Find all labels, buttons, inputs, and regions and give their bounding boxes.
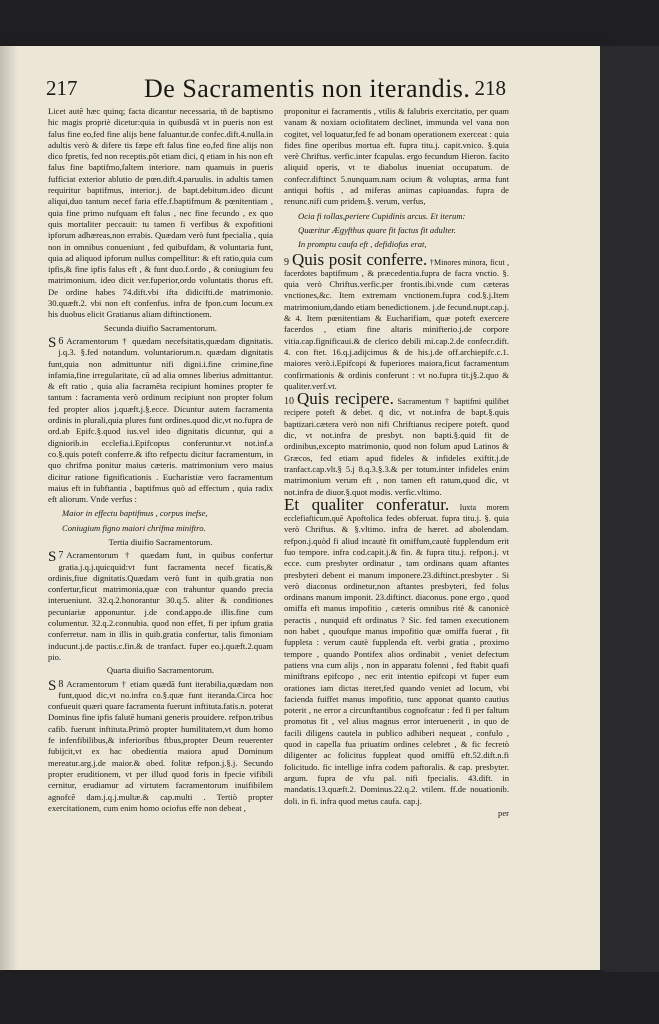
paragraph-number: 6 (58, 335, 64, 347)
paragraph-number: 10 (284, 396, 294, 408)
paragraph: Licet autē hæc quinq; facta dicantur necessaria, tñ de baptismo hic magis propriè dicetur:quia in quibusdā vt in pueris non est falus fine eo,fed fine alijs bene faluantur.de confec.dift.4.nulla.in adultis verò & difere tis fæpe eft falus fine eo,fed fine alijs non dico fpretis, fed non receptis.pōt etiam dici, q̄ etiam in his non eft falus fine baptifmo,faltem interiore. nam quamuis in pueris fufficiat exterior ablutio de pœn.dift.4.paruulis. in adultis tamen requiritur baptifmus, interior.j. de bapt.debitum.ideo dicunt aliqui,duo tantum necef faria effe.f.baptifmum & pœnitentiam , quia fine primo nufquam eft falus , nec fine fecundo , ex quo quis mortaliter peccauit: tu tamen fi verfibus & expofitioni ipforum adhæreas,non errabis. Quædam verò funt fpecialia , quia non in omnibus conueniunt , fed quibufdam, & voluntaria funt, quia ad aliquod ipforum nullus compellitur: & eft ratio,quia cum ipfis,& fine ipfis falus eft , & funt duo.f.ordo , & coniugium feu matrimonium. ideo dicit ver.fuperior,ordo voluntatis thorus eft. De ordine habes 74.dift.vbi ifta didicifti.de matrimonio. 30.quæft.2. vbi non eft confenfus. infra de fpon.cum locum.ex his duobus elicit Gratianus aliam diftinctionem. (48, 106, 273, 320)
paragraph: proponitur ei facramentis , vtilis & falubris exercitatio, per quam vanam & noxiam ociofitatem declinet, immunda vel vana non cogitet, vel loquatur,fed fe ad bonam operationem exerceat : quia fides fine operibus mortua eft. fupra titu.j. capit.vnico. §.quia verè Chriftus. verfic.inter fcapulas. ergo fecundum Hieron. facito aliquid operis, vt te diabolus inueniat occupatum. de confecr.diftinct 5.nunquam.nam ocium & voluptas, arma funt antiqui hoftis , ad miferas animas capiuandas. fupra de renunc.nifi cum pridem.§. verum, verfus, (284, 106, 509, 207)
section-heading: Quarta diuifio Sacramentorum. (106, 665, 215, 676)
running-header (46, 76, 506, 106)
paragraph-text: baptifmum , & præcedentia.fupra de facra vnctio. §. quia verò Chriftus.verfic.per frontis.ibi.vnde cum cæteras vnctiones,&c. Item extremam vnctionem.fupra cod.§.j.Item matrimonium,dando etiam benedictionem. j.de fecund.nupt.cap.j. & 4. Item pœnitentiam & Eucharifiam, quæ poteft exercere facerdos , etiam fine altaris minifterio.j.de corpore vitia.cap.fignificaui.& de clerico debili mi.cap.2.de confecr.dift. 4. con ftet. 16.q.j.adijcimus & de his.j.de off.archiepifc.c.1. maiores verò.i.Epifcopi & fuperiores maiora,ficut facramentum confirmationis & ordinis conferunt : vt no.fupra tit.j§.2.quo & qualiter.verf.vt. (284, 267, 509, 391)
page-number-left: 217 (46, 76, 78, 100)
lemma-heading: Quis recipere. (297, 389, 394, 409)
paragraph-text: Acramentorum † quædam necefsitatis,quædam dignitatis. j.q.3. §.fed notandum. voluntariorum.n. quædam dignitatis funt,quia non admittuntur nifi digni.i.fine crimine,fine infamia,fine irregularitate, cū ad alia omnes liberius admittantur. & eft ratio , quia alia facramēta recipiunt homines propter fe tantum : facramenta verò ordinum recipiunt non propter folum fed propter alios j.quæft.j.§.ecce. Dicuntur autem facramenta ordinis in plurali,quia plures funt ordines.quod dic,vt no.fupra de ord.ab Epifc.§.quod ius.vel ideo dignitatis dicuntur, qui a digniorib.in ecclefia.i.Epifcopus conferuntur.vt not.inf.a co.§.quis poteft conferre.& ifto refpectu dicitur facramentum, in quo chrifma ponitur maius cæteris. matrimonium vero maius dicitur ratione fignificationis . Eucharistiæ vero facramentum maius eft in fubftantia , baptifmus quò ad effectum , quia radix eft aliorum. Vnde verfus : (48, 335, 273, 505)
paragraph-text: Apoftolica fedes obferuat. fupra titu.j. §. quia verò Chriftus. & §.vltimo. infra de hæret. ad abolendam. refpon.j.quòd fi aliud incautè fit omiffum,cautè fupplendum erit fuo tempore. infra cod.capit.j.& fin. & fupra titu.j. refpon.j. vt ecce. cum presbyter ordinatur , tam ordinans quam aftantes presbyteri debent ei manum imponere.23.diftinct.presbyter . Si verò diaconus ordinetur,non aftantes presbyteri, fed folus ordinans manum imponit. 23.diftinct. diaconus. pone ergo , quod omiffa eft manus impofitio , cæteris omnibus ritè & canonicè peractis , nunquid eft ordinatus ? Sic. fed tamen executionem non habet , quoufque manus impofitio quæ omiffa fuerat , fit fuppleta : verum cautè fupplenda eft. verbi gratia , proximo tempore , quando Pontifex alios ordinabit , veniet defectum patiens vna cum alijs , non in apparatu folenni , fed ftabit quafi miniftrans epifcopo , nec erit intentio epifcopi vt fuper eum orationes iam dictas iteret,fed quando veniet ad locum, vbi facienda fuiffet manus impofitio, tunc apponat quanto cautius poterit , ne error a circunftantibus cognofcatur : fed fi per faltum promotus fit , vel alius magnus error interuenerit , in quo de facili diligens cautela in publico adhiberi nequeat , confulo , quod in capella fua priuatim ordines celebret , & fic fecretò diligenter ac folicitus fuppleat quod omiffū eft.52.dift.n.fi folicitudo. fic intellige infra codem paftoralis. & cap. presbyter. argum. fupra de vfu pal. nifi fpecialis. 43.dift. in mandatis.13.quæft.2. Dominus.22.q.2. vtilem. ff.de nouationib. doli. in fi. infra quod metus caufa. cap.j. (284, 513, 509, 806)
verse-line: In promptu caufa eft , defidiofus erat, (298, 239, 427, 250)
verse-line: Maior in effectu baptifmus , corpus inefse, (62, 508, 208, 519)
lemma-gloss: †Minores minora, ficut , facerdotes (284, 257, 509, 278)
paragraph-text: Acramentorum † quædam funt, in quibus confertur gratia.j.q.j.quicquid:vt funt facramenta necef ficatis,& ordinis,fiue dignitatis.Quædam verò funt in quib.gratia non confertur,ficut matrimonia,quæ con trahuntur quando precia interueniunt. 32.q.2.honorantur 30.q.5. aliter & conditiones pecuniariæ apponuntur. j.de cond.appo.de illis.fine cum columentur. 32.q.2.connubia. quod non effet, fi per ipfum gratia conferretur. nam in illis in quib.gratia confertur, talis fimoniam inducunt.j.de pactis.c.fin.& de tranfact. fuper eo.j.quæft.2.quam pio. (48, 550, 273, 662)
verse-line: Quæritur Ægyfthus quare fit factus fit adulter. (298, 224, 456, 235)
drop-initial: S (48, 334, 57, 351)
paragraph (284, 494, 509, 807)
catchword: per (498, 807, 509, 818)
page-number-right: 218 (474, 76, 506, 100)
numbered-paragraph (48, 336, 273, 505)
lemma-gloss: Iuxta morem ecclefiafticum,quē (284, 502, 509, 524)
paragraph-text: q̄ dic, vt not.infra de bapt.§.quis baptizari.cætera verò non nifi Chriftianus recipere poteft. quod dic, vt not.infra de presbyt. non bapti.§.quid fit de ordinibus,excepto matrimonio, quod non folum apud Latinos & Græcos, fed etiam apud fideles & infideles exiftit.j.de tranfact.cap.vlt.§ 5.j 8.q.3.§.3.& per totum.inter infideles enim matrimonium verum eft , non tamen eft ratum,quod dic, vt not.infra de diuor.§.quot modis. verfic.vltimo. (284, 407, 509, 497)
book-page (0, 46, 600, 970)
drop-initial: S (48, 549, 57, 566)
paragraph-number: 8 (58, 678, 64, 690)
section-heading: Tertia diuifio Sacramentorum. (108, 536, 213, 547)
lemma-gloss: Sacramentum † baptifmi quilibet recipere poteft & debet. (284, 397, 510, 418)
right-column (284, 106, 509, 828)
scan-background-top (0, 0, 659, 48)
paragraph-text: Acramentorum † etiam quædā funt iterabilia,quædam non funt,quod dic,vt no.infra co.§.quæ funt iteranda.Circa hoc confueuit quæri quare facramenta fuerunt inftituta.fatis.n. poterat Dominus fine ipfis falutē humani generis prouidere. refpon.tribus cafib. fuerunt inftituta.Primò propter humilitatem,vt dum homo fe infenfibilibus,& inferioribus ftbus,propter Deum reuerenter fubijcit,vt ex hac obedientia maiora apud Dominum mereatur.arg.j.de maior.& obed. folitæ refpon.j.§.j. Secundo propter eruditionem, vt per illud quod foris in fpecie vifibili cernitur, erudiamur ad virtutem facramentorum inuifibilem agnofcē dam.j.q.j.multæ.& cap.multi . Tertiò propter exercitationem, cum enim homo ociofus effe non debeat , (48, 678, 273, 813)
numbered-paragraph (284, 249, 509, 393)
paragraph-number: 9 (284, 256, 289, 268)
scan-background-bottom (0, 972, 659, 1024)
verse-line: Ocia fi tollas,periere Cupidinis arcus. Et iterum: (298, 210, 466, 221)
verse-line: Coniugium figno maiori chrifma miniftro. (62, 522, 206, 533)
numbered-paragraph (284, 389, 510, 498)
numbered-paragraph (48, 550, 273, 663)
scan-background-right (600, 46, 659, 970)
lemma-heading: Et qualiter conferatur. (284, 494, 450, 514)
paragraph-number: 7 (58, 550, 64, 562)
numbered-paragraph (48, 679, 273, 815)
left-column (48, 106, 273, 815)
running-title: De Sacramentis non iterandis. (144, 74, 471, 103)
lemma-heading: Quis posit conferre. (292, 249, 428, 269)
gutter-shadow (0, 46, 18, 970)
drop-initial: S (48, 677, 57, 694)
section-heading: Secunda diuifio Sacramentorum. (104, 322, 217, 333)
